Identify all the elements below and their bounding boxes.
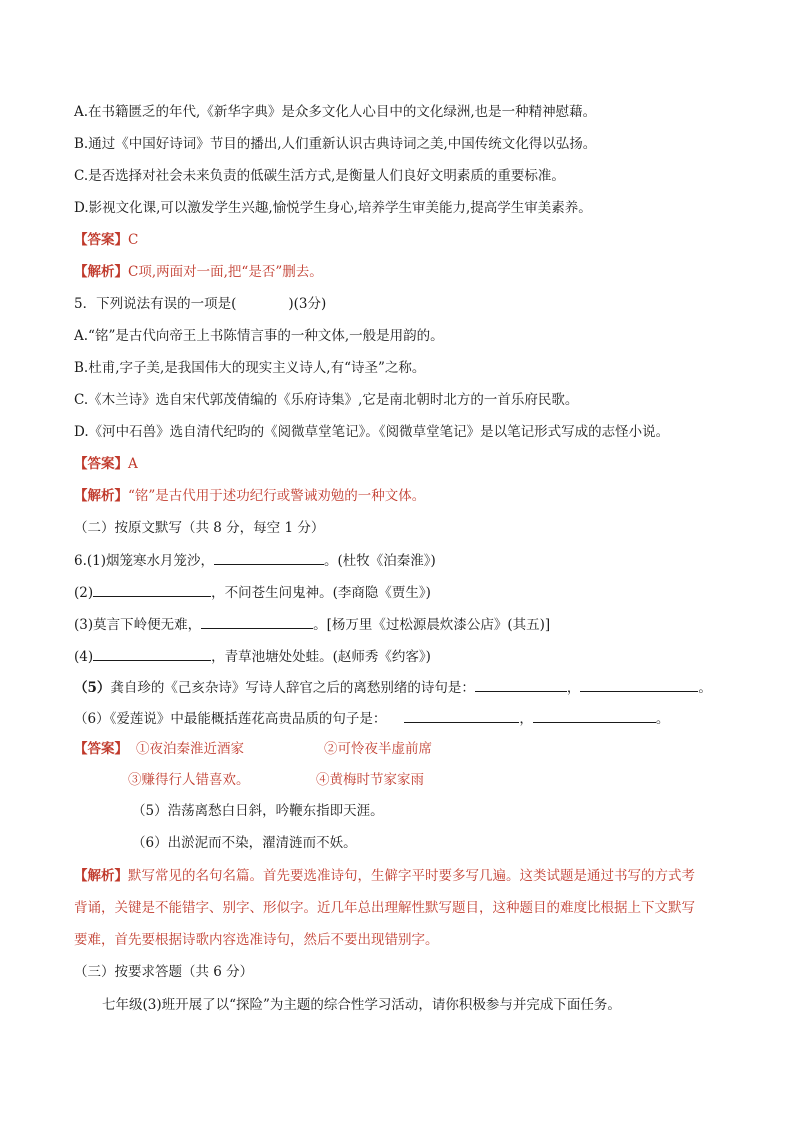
section2-analysis-line-2: 背诵，关键是不能错字、别字、形似字。近几年总出理解性默写题目，这种题目的难度比根据上下文默写 — [74, 900, 695, 916]
q5-option-d: D.《河中石兽》选自清代纪昀的《阅微草堂笔记》。《阅微草堂笔记》是以笔记形式写成的志怪小说。 — [74, 424, 670, 440]
fill-blank[interactable] — [214, 550, 324, 565]
dictation-line-1 — [74, 550, 436, 571]
answer-value: A — [128, 456, 138, 472]
fill-blank[interactable] — [475, 677, 567, 692]
dictation-source: ，青草池塘处处蛙。(赵师秀《约客》) — [211, 649, 431, 665]
end-period: 。 — [698, 680, 712, 696]
q4-option-b: B.通过《中国好诗词》节目的播出,人们重新认识古典诗词之美,中国传统文化得以弘扬。 — [74, 136, 597, 152]
q5-stem-pre: 5．下列说法有误的一项是( — [74, 296, 237, 312]
analysis-text: 默写常见的名句名篇。首先要选准诗句，生僻字平时要多写几遍。这类试题是通过书写的方式考 — [128, 868, 695, 884]
dictation-line-3 — [74, 614, 550, 635]
section2-heading: （二）按原文默写（共 8 分，每空 1 分） — [74, 520, 325, 536]
answer-value: C — [128, 232, 139, 248]
dictation-source: 。[杨万里《过松源晨炊漆公店》(其五)] — [313, 617, 551, 633]
section2-answer-row-1 — [74, 739, 432, 759]
section3-intro: 七年级(3)班开展了以“探险”为主题的综合性学习活动，请你积极参与并完成下面任务。 — [102, 997, 621, 1013]
dictation-source: 。(杜牧《泊秦淮》) — [324, 553, 436, 569]
fill-blank[interactable] — [93, 582, 211, 597]
dictation-prompt: （6）《爱莲说》中最能概括莲花高贵品质的句子是： — [74, 711, 387, 727]
dictation-prompt: 龚自珍的《己亥杂诗》写诗人辞官之后的离愁别绪的诗句是： — [110, 680, 475, 696]
dictation-prompt: (3)莫言下岭便无难， — [74, 617, 202, 633]
q4-analysis — [74, 262, 323, 282]
section2-analysis-line-3: 要难，首先要根据诗歌内容选准诗句，然后不要出现错别字。 — [74, 932, 439, 948]
answer-4: ④黄梅时节家家雨 — [316, 772, 424, 788]
fill-blank[interactable] — [533, 708, 656, 723]
answer-tag: 【答案】 — [74, 232, 128, 248]
dictation-line-4 — [74, 646, 431, 667]
q5-option-a: A.“铭”是古代向帝王上书陈情言事的一种文体,一般是用韵的。 — [74, 328, 444, 344]
analysis-tag: 【解析】 — [74, 488, 128, 504]
q5-stem — [74, 294, 326, 314]
q5-answer — [74, 454, 138, 474]
analysis-text: “铭”是古代用于述功纪行或警诫劝勉的一种文体。 — [128, 488, 426, 504]
end-period: 。 — [655, 711, 670, 727]
dictation-line-5 — [74, 677, 712, 698]
q5-stem-post: )(3分) — [288, 296, 327, 312]
separator-comma: ， — [519, 711, 533, 727]
separator-comma: ， — [566, 680, 581, 696]
analysis-tag: 【解析】 — [74, 868, 128, 884]
analysis-tag: 【解析】 — [74, 264, 128, 280]
dictation-prompt: (2) — [74, 585, 94, 601]
q4-option-a: A.在书籍匮乏的年代,《新华字典》是众多文化人心目中的文化绿洲,也是一种精神慰藉。 — [74, 104, 597, 120]
section2-answer-row-2 — [128, 770, 424, 790]
q5-option-b: B.杜甫,字子美,是我国伟大的现实主义诗人,有“诗圣”之称。 — [74, 360, 426, 376]
q4-option-d: D.影视文化课,可以激发学生兴趣,愉悦学生身心,培养学生审美能力,提高学生审美素养。 — [74, 200, 592, 216]
dictation-prompt: (4) — [74, 649, 94, 665]
dictation-line-2 — [74, 582, 431, 603]
q5-option-c: C.《木兰诗》选自宋代郭茂倩编的《乐府诗集》,它是南北朝时北方的一首乐府民歌。 — [74, 392, 579, 408]
answer-tag: 【答案】 — [74, 456, 128, 472]
q5-analysis — [74, 486, 425, 506]
section2-analysis-line-1 — [74, 866, 695, 886]
dictation-line-6 — [74, 708, 669, 729]
q4-option-c: C.是否选择对社会未来负责的低碳生活方式,是衡量人们良好文明素质的重要标准。 — [74, 168, 565, 184]
fill-blank[interactable] — [93, 646, 211, 661]
q4-answer — [74, 230, 138, 250]
answer-tag: 【答案】 — [74, 741, 128, 757]
item-number: （5） — [74, 680, 111, 696]
analysis-text: C项,两面对一面,把“是否”删去。 — [128, 264, 323, 280]
fill-blank[interactable] — [404, 708, 519, 723]
fill-blank[interactable] — [580, 677, 698, 692]
dictation-prompt: 6.(1)烟笼寒水月笼沙， — [74, 553, 215, 569]
dictation-source: ，不问苍生问鬼神。(李商隐《贾生》) — [211, 585, 431, 601]
answer-3: ③赚得行人错喜欢。 — [128, 772, 250, 788]
section3-heading: （三）按要求答题（共 6 分） — [74, 964, 254, 980]
fill-blank[interactable] — [201, 614, 313, 629]
answer-5: （5）浩荡离愁白日斜，吟鞭东指即天涯。 — [132, 803, 384, 819]
answer-1: ①夜泊秦淮近酒家 — [136, 741, 244, 757]
answer-6: （6）出淤泥而不染，濯清涟而不妖。 — [132, 835, 357, 851]
answer-2: ②可怜夜半虚前席 — [324, 741, 432, 757]
